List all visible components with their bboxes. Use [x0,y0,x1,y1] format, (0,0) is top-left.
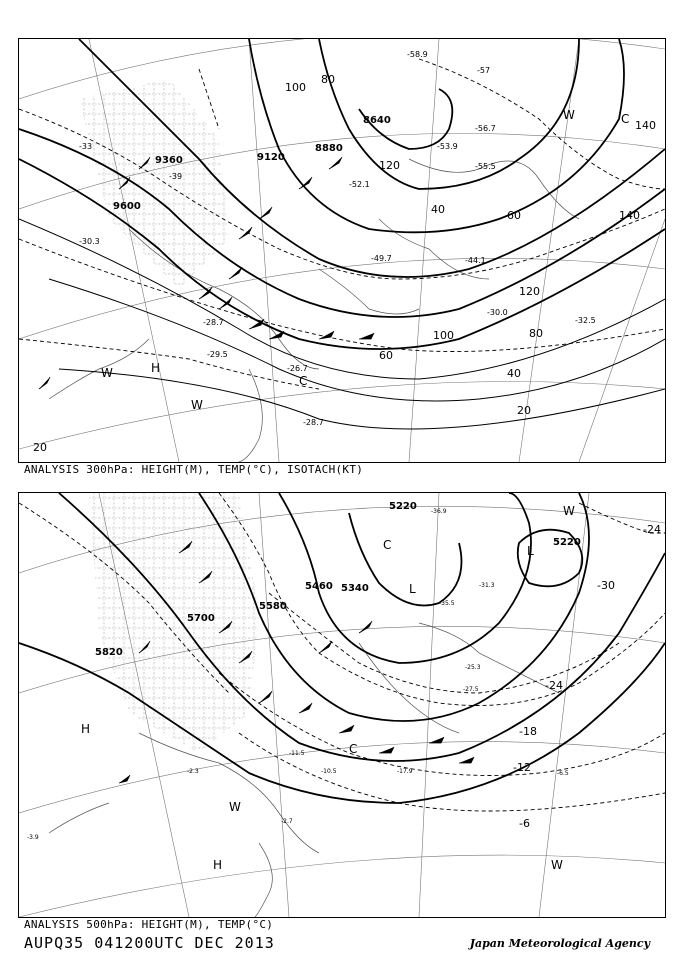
temp-label: -44.1 [465,256,486,265]
low-pressure-symbol: L [409,582,416,596]
temp-label: -57 [477,66,491,75]
temp-label: -30.0 [487,308,508,317]
height-label: 5220 [389,501,417,512]
obs-value: -2.7 [281,818,293,825]
temp-label: -32.5 [575,316,596,325]
temp-label: -18 [519,725,537,738]
cold-symbol: C [349,742,358,756]
isotach-label: 60 [507,209,521,222]
temp-label: -30 [597,579,615,592]
temp-label: -28.7 [203,318,224,327]
warm-symbol: W [563,108,575,122]
height-label: 5580 [259,601,287,612]
temp-label: -58.9 [407,50,428,59]
map-300hpa [18,38,666,463]
isotach-label: 20 [517,404,531,417]
isotach-label: 40 [431,203,445,216]
temp-label: -30.3 [79,237,100,246]
obs-value: -3.9 [27,834,39,841]
obs-value: -17.9 [397,768,413,775]
height-label: 9360 [155,155,183,166]
lower-map-caption: ANALYSIS 500hPa: HEIGHT(M), TEMP(°C) [24,918,274,931]
isotachs [19,219,665,429]
height-label: 9600 [113,201,141,212]
temp-label: -52.1 [349,180,370,189]
chart-code: AUPQ35 041200UTC DEC 2013 [24,934,275,952]
warm-symbol: W [229,800,241,814]
cold-symbol: C [621,112,630,126]
obs-value: -10.5 [321,768,337,775]
map-500hpa [18,492,666,918]
isotach-label: 60 [379,349,393,362]
height-label: 5820 [95,647,123,658]
height-label: 5220 [553,537,581,548]
hatched-area [79,79,229,289]
cold-symbol: C [383,538,392,552]
obs-value: -2.3 [187,768,199,775]
high-pressure-symbol: H [81,722,91,736]
obs-value: -27.5 [463,686,479,693]
isotach-label: 80 [529,327,543,340]
map-500hpa-canvas [19,493,665,917]
temp-label: -29.5 [207,350,228,359]
temp-label: -6 [519,817,530,830]
temp-label: -24 [643,523,661,536]
obs-value: -35.5 [439,600,455,607]
isotach-label: 120 [519,285,540,298]
high-pressure-symbol: H [213,858,223,872]
height-label: 9120 [257,152,285,163]
obs-value: -25.3 [465,664,481,671]
height-label: 5460 [305,581,333,592]
warm-symbol: W [563,504,575,518]
height-label: 8880 [315,143,343,154]
height-label: 5340 [341,583,369,594]
temp-label: -39 [169,172,183,181]
isotach-label: 140 [635,119,656,132]
upper-map-caption: ANALYSIS 300hPa: HEIGHT(M), TEMP(°C), ISOTACH(KT) [24,463,364,476]
isotach-label: 140 [619,209,640,222]
cold-symbol: C [299,374,308,388]
temp-label: -53.9 [437,142,458,151]
temp-label: -49.7 [371,254,392,263]
map-300hpa-canvas [19,39,665,462]
high-pressure-symbol: H [151,361,161,375]
height-label: 5700 [187,613,215,624]
temp-label: -33 [79,142,93,151]
warm-symbol: W [101,366,113,380]
warm-symbol: W [551,858,563,872]
temp-label: -55.5 [475,162,496,171]
low-pressure-symbol: L [527,544,534,558]
temp-label: -12 [513,761,531,774]
obs-value: -11.5 [289,750,305,757]
temp-label: -24 [545,679,563,692]
obs-value: -6.5 [557,770,569,777]
temp-label: -28.7 [303,418,324,427]
height-label: 8640 [363,115,391,126]
warm-symbol: W [191,398,203,412]
isotach-label: 80 [321,73,335,86]
isotach-label: 20 [33,441,47,454]
isotach-label: 100 [433,329,454,342]
isotach-label: 100 [285,81,306,94]
hatched-area [89,493,259,753]
obs-value: -36.9 [431,508,447,515]
temp-label: -26.7 [287,364,308,373]
isotach-label: 120 [379,159,400,172]
agency-name: Japan Meteorological Agency [469,937,650,950]
temp-label: -56.7 [475,124,496,133]
obs-value: -31.3 [479,582,495,589]
isotach-label: 40 [507,367,521,380]
